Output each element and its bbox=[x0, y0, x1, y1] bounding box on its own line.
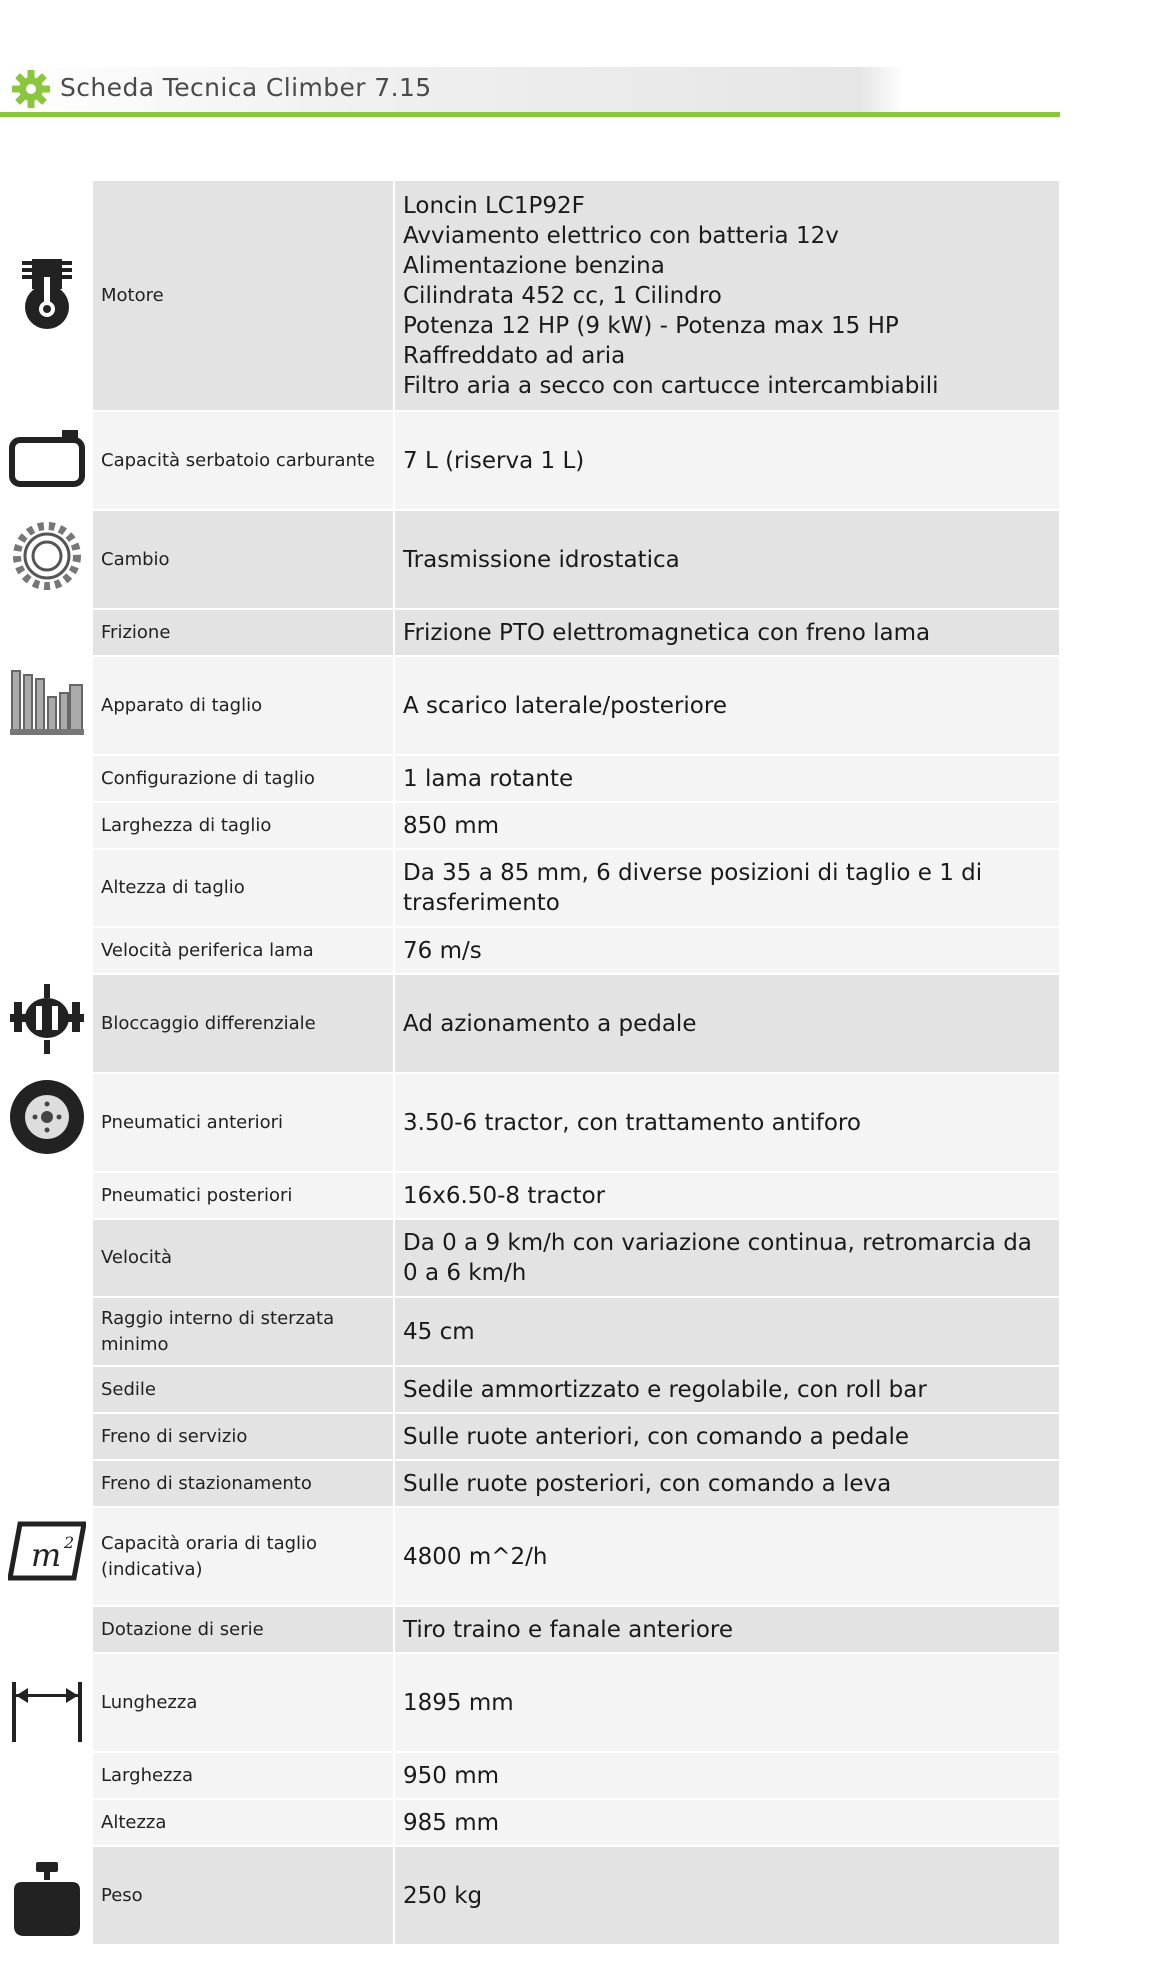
spec-label: Configurazione di taglio bbox=[93, 756, 395, 801]
tire-icon bbox=[8, 1078, 86, 1156]
spec-value: Sulle ruote anteriori, con comando a pedale bbox=[395, 1414, 1059, 1459]
spec-value bbox=[395, 181, 1059, 410]
spec-value: Da 35 a 85 mm, 6 diverse posizioni di taglio e 1 di trasferimento bbox=[395, 850, 1059, 926]
spec-value: 1895 mm bbox=[395, 1654, 1059, 1751]
spec-value-line: Loncin LC1P92F bbox=[403, 192, 585, 219]
svg-text:2: 2 bbox=[64, 1533, 75, 1552]
table-row bbox=[93, 975, 1059, 1074]
spec-value: 7 L (riserva 1 L) bbox=[395, 412, 1059, 509]
spec-label: Lunghezza bbox=[93, 1654, 395, 1751]
table-row bbox=[93, 803, 1059, 850]
differential-lock-icon bbox=[8, 980, 86, 1058]
spec-label: Dotazione di serie bbox=[93, 1607, 395, 1652]
spec-label: Pneumatici anteriori bbox=[93, 1074, 395, 1171]
gearbox-icon bbox=[8, 517, 86, 595]
table-row bbox=[93, 928, 1059, 975]
table-row bbox=[93, 511, 1059, 610]
spec-value: 3.50-6 tractor, con trattamento antiforo bbox=[395, 1074, 1059, 1171]
cutting-deck-icon bbox=[8, 663, 86, 741]
table-row bbox=[93, 181, 1059, 412]
table-row bbox=[93, 1173, 1059, 1220]
table-row bbox=[93, 1074, 1059, 1173]
spec-label: Sedile bbox=[93, 1367, 395, 1412]
spec-label: Frizione bbox=[93, 610, 395, 655]
table-row bbox=[93, 1654, 1059, 1753]
table-row bbox=[93, 1753, 1059, 1800]
spec-label: Pneumatici posteriori bbox=[93, 1173, 395, 1218]
spec-value: Trasmissione idrostatica bbox=[395, 511, 1059, 608]
table-row bbox=[93, 1607, 1059, 1654]
spec-value-line: Avviamento elettrico con batteria 12v bbox=[403, 222, 839, 249]
table-row bbox=[93, 1220, 1059, 1298]
spec-value: Sulle ruote posteriori, con comando a leva bbox=[395, 1461, 1059, 1506]
spec-label: Peso bbox=[93, 1847, 395, 1944]
spec-table bbox=[93, 181, 1059, 1946]
spec-value: Frizione PTO elettromagnetica con freno lama bbox=[395, 610, 1059, 655]
spec-value: 850 mm bbox=[395, 803, 1059, 848]
spec-label: Cambio bbox=[93, 511, 395, 608]
spec-value-line: Raffreddato ad aria bbox=[403, 342, 626, 369]
spec-label: Motore bbox=[93, 181, 395, 410]
spec-value-line: Cilindrata 452 cc, 1 Cilindro bbox=[403, 282, 722, 309]
spec-value: A scarico laterale/posteriore bbox=[395, 657, 1059, 754]
area-m2-icon bbox=[8, 1512, 86, 1590]
spec-label: Apparato di taglio bbox=[93, 657, 395, 754]
spec-value-line: Alimentazione benzina bbox=[403, 252, 665, 279]
spec-label: Velocità periferica lama bbox=[93, 928, 395, 973]
length-icon bbox=[8, 1672, 86, 1750]
spec-value: Sedile ammortizzato e regolabile, con roll bar bbox=[395, 1367, 1059, 1412]
engine-icon bbox=[8, 255, 86, 333]
table-row bbox=[93, 1298, 1059, 1367]
spec-value: 76 m/s bbox=[395, 928, 1059, 973]
spec-value: 1 lama rotante bbox=[395, 756, 1059, 801]
table-row bbox=[93, 756, 1059, 803]
table-row bbox=[93, 657, 1059, 756]
spec-label: Larghezza di taglio bbox=[93, 803, 395, 848]
spec-value: Tiro traino e fanale anteriore bbox=[395, 1607, 1059, 1652]
spec-label: Freno di stazionamento bbox=[93, 1461, 395, 1506]
table-row bbox=[93, 1508, 1059, 1607]
gear-icon bbox=[10, 68, 52, 110]
spec-value: 950 mm bbox=[395, 1753, 1059, 1798]
table-row bbox=[93, 1847, 1059, 1946]
table-row bbox=[93, 1367, 1059, 1414]
table-row bbox=[93, 412, 1059, 511]
table-row bbox=[93, 1414, 1059, 1461]
spec-label: Altezza bbox=[93, 1800, 395, 1845]
page-header bbox=[0, 55, 1060, 121]
header-rule bbox=[0, 112, 1060, 117]
svg-text:m: m bbox=[30, 1536, 62, 1574]
spec-label: Capacità serbatoio carburante bbox=[93, 412, 395, 509]
spec-value: 985 mm bbox=[395, 1800, 1059, 1845]
spec-value: 250 kg bbox=[395, 1847, 1059, 1944]
spec-label: Freno di servizio bbox=[93, 1414, 395, 1459]
page-title: Scheda Tecnica Climber 7.15 bbox=[60, 73, 432, 102]
spec-value: Da 0 a 9 km/h con variazione continua, retromarcia da 0 a 6 km/h bbox=[395, 1220, 1059, 1296]
spec-label: Capacità oraria di taglio (indicativa) bbox=[93, 1508, 395, 1605]
weight-icon bbox=[8, 1860, 86, 1938]
spec-value: 45 cm bbox=[395, 1298, 1059, 1365]
spec-label: Altezza di taglio bbox=[93, 850, 395, 926]
table-row bbox=[93, 1461, 1059, 1508]
spec-value: Ad azionamento a pedale bbox=[395, 975, 1059, 1072]
spec-label: Bloccaggio differenziale bbox=[93, 975, 395, 1072]
spec-label: Velocità bbox=[93, 1220, 395, 1296]
table-row bbox=[93, 1800, 1059, 1847]
spec-value-line: Filtro aria a secco con cartucce intercambiabili bbox=[403, 372, 939, 399]
table-row bbox=[93, 850, 1059, 928]
spec-label: Raggio interno di sterzata minimo bbox=[93, 1298, 395, 1365]
spec-value-line: Potenza 12 HP (9 kW) - Potenza max 15 HP bbox=[403, 312, 899, 339]
spec-value: 4800 m^2/h bbox=[395, 1508, 1059, 1605]
spec-label: Larghezza bbox=[93, 1753, 395, 1798]
spec-value: 16x6.50-8 tractor bbox=[395, 1173, 1059, 1218]
table-row bbox=[93, 610, 1059, 657]
fuel-tank-icon bbox=[8, 420, 86, 498]
